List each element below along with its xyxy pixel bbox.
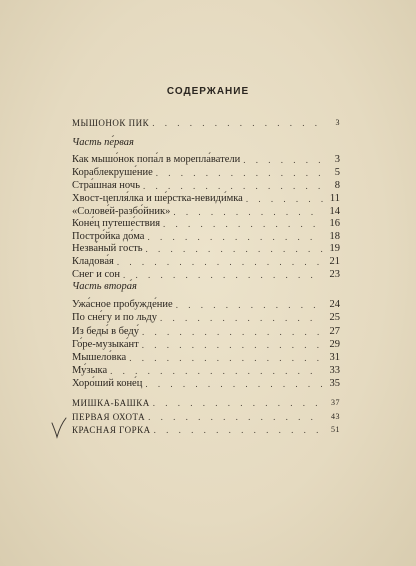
- toc-entry-page-number: 5: [334, 167, 340, 178]
- toc-entry-title: Го́ре-музыка́нт: [72, 339, 139, 350]
- toc-entry-title: Хоро́ший коне́ц: [72, 378, 143, 389]
- dot-leader: [173, 206, 323, 218]
- toc-entry-title: МЫШОНОК ПИК: [72, 118, 150, 128]
- toc-entry-page-number: 16: [329, 218, 340, 229]
- toc-entry-title: Как мышо́нок попа́л в морепла́ватели: [72, 154, 241, 165]
- dot-leader: [117, 256, 323, 268]
- toc-entry-title: Му́зыка: [72, 365, 108, 376]
- toc-entry-page-number: 8: [334, 180, 340, 191]
- dot-leader: [110, 365, 323, 377]
- toc-entry: [72, 193, 340, 205]
- dot-leader: [176, 299, 323, 311]
- toc-entry-title: Из беды́ в беду́: [72, 326, 140, 337]
- dot-leader: [153, 397, 323, 409]
- toc-entry: [72, 231, 340, 243]
- dot-leader: [156, 167, 323, 179]
- toc-entry: [72, 397, 340, 409]
- dot-leader: [145, 378, 323, 390]
- dot-leader: [163, 218, 323, 230]
- toc-entry: [72, 378, 340, 390]
- toc-entry-page-number: 33: [329, 365, 340, 376]
- toc-entry-title: Ужа́сное пробужде́ние: [72, 299, 173, 310]
- toc-entry-page-number: 3: [335, 118, 340, 127]
- toc-entry: [72, 243, 340, 255]
- dot-leader: [142, 339, 323, 351]
- part-heading: Часть втора́я: [72, 281, 137, 292]
- toc-entry-page-number: 23: [329, 269, 340, 280]
- toc-entry: [72, 167, 340, 179]
- toc-entry-page-number: 29: [329, 339, 340, 350]
- toc-entry: [72, 411, 340, 423]
- toc-entry-title: Хвост-цепля́лка и ше́рстка-невиди́мка: [72, 193, 243, 204]
- toc-entry-title: Снег и сон: [72, 269, 120, 280]
- dot-leader: [129, 352, 323, 364]
- toc-entry-page-number: 31: [329, 352, 340, 363]
- dot-leader: [152, 117, 323, 129]
- toc-entry: [72, 269, 340, 281]
- toc-entry-title: Коне́ц путеше́ствия: [72, 218, 161, 229]
- dot-leader: [160, 312, 323, 324]
- dot-leader: [243, 154, 323, 166]
- toc-entry-title: Стра́шная ночь: [72, 180, 140, 191]
- toc-entry-page-number: 51: [331, 425, 340, 434]
- toc-entry-title: Постро́йка до́ма: [72, 231, 145, 242]
- toc-entry: [72, 218, 340, 230]
- toc-entry-page-number: 24: [329, 299, 340, 310]
- toc-entry: [72, 180, 340, 192]
- toc-entry-title: По сне́гу и по льду: [72, 312, 157, 323]
- toc-entry: [72, 312, 340, 324]
- dot-leader: [148, 411, 323, 423]
- toc-entry-page-number: 25: [329, 312, 340, 323]
- page-title: СОДЕРЖАНИЕ: [166, 86, 250, 97]
- toc-entry-title: Мышело́вка: [72, 352, 127, 363]
- toc-entry: [72, 352, 340, 364]
- part-heading: Часть пе́рвая: [72, 137, 134, 148]
- toc-entry-page-number: 18: [329, 231, 340, 242]
- toc-entry-page-number: 35: [329, 378, 340, 389]
- toc-entry-title: ПЕРВАЯ ОХОТА: [72, 412, 146, 422]
- toc-entry-page-number: 27: [329, 326, 340, 337]
- toc-entry-title: Кладова́я: [72, 256, 114, 267]
- toc-entry-title: Кораблекруше́ние: [72, 167, 153, 178]
- toc-entry: [72, 424, 340, 436]
- dot-leader: [154, 424, 323, 436]
- dot-leader: [146, 243, 323, 255]
- toc-entry: [72, 299, 340, 311]
- toc-entry: [72, 365, 340, 377]
- toc-entry: [72, 326, 340, 338]
- toc-entry-page-number: 19: [329, 243, 340, 254]
- toc-entry: [72, 256, 340, 268]
- dot-leader: [143, 180, 323, 192]
- pencil-checkmark-icon: [50, 417, 68, 439]
- toc-entry: [72, 154, 340, 166]
- toc-entry-page-number: 37: [331, 398, 340, 407]
- toc-entry-page-number: 14: [329, 206, 340, 217]
- dot-leader: [142, 326, 323, 338]
- toc-entry-page-number: 21: [329, 256, 340, 267]
- toc-entry-title: «Солове́й-разбо́йник»: [72, 206, 171, 217]
- toc-entry-title: КРАСНАЯ ГОРКА: [72, 425, 151, 435]
- toc-entry-title: МИШКА-БАШКА: [72, 398, 150, 408]
- toc-entry-page-number: 43: [331, 412, 340, 421]
- toc-entry-page-number: 3: [334, 154, 340, 165]
- toc-entry: [72, 339, 340, 351]
- dot-leader: [123, 269, 323, 281]
- toc-entry-title: Незва́ный гость: [72, 243, 143, 254]
- dot-leader: [246, 193, 323, 205]
- toc-entry: [72, 117, 340, 129]
- dot-leader: [147, 231, 323, 243]
- toc-entry: [72, 206, 340, 218]
- toc-entry-page-number: 11: [329, 193, 340, 204]
